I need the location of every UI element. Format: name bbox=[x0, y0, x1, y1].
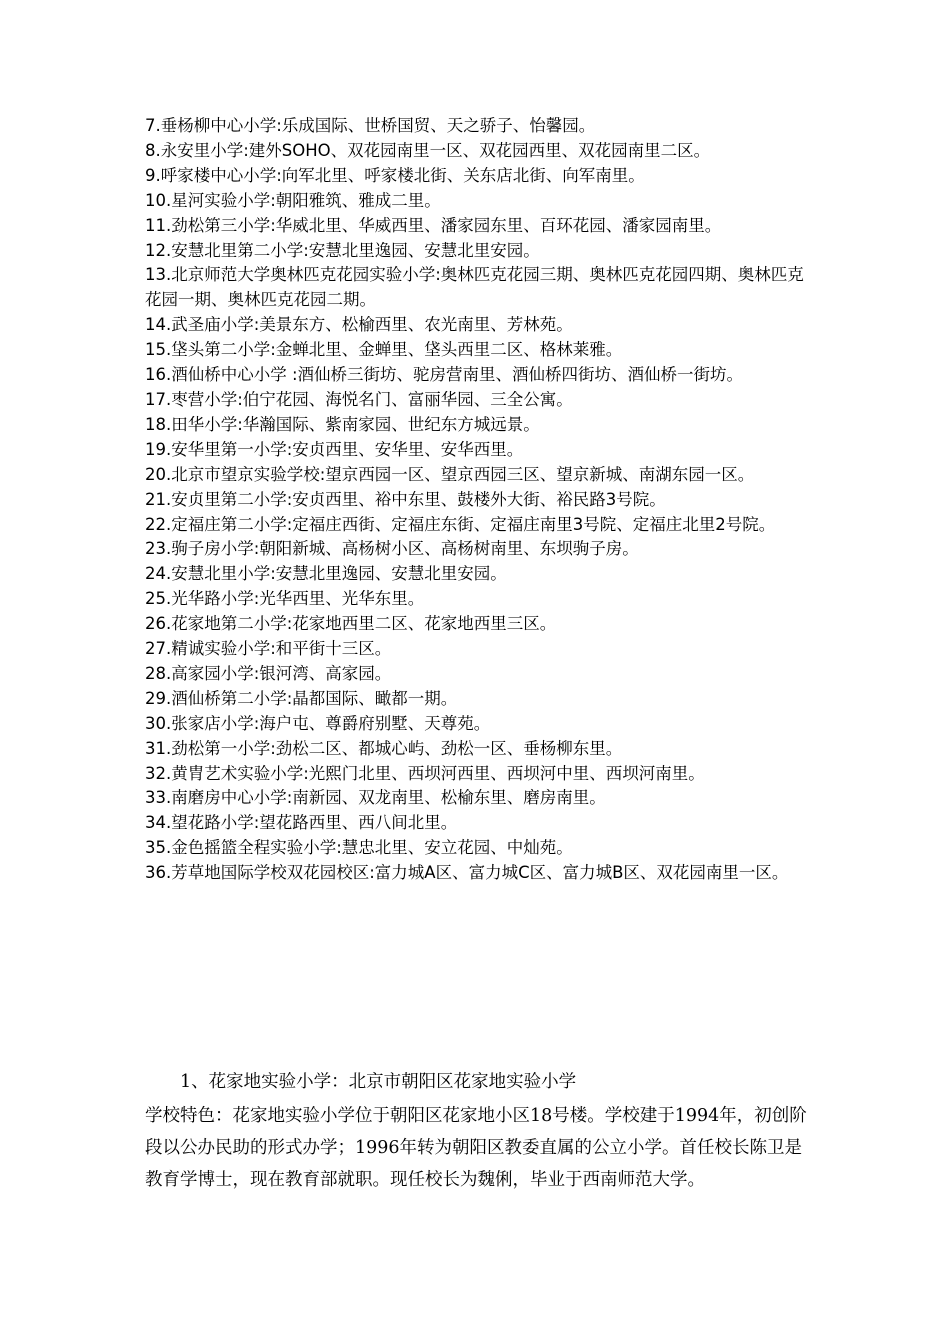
list-item: 28.高家园小学:银河湾、高家园。 bbox=[145, 663, 392, 683]
list-item: 7.垂杨柳中心小学:乐成国际、世桥国贸、天之骄子、怡馨园。 bbox=[145, 116, 596, 135]
list-item: 12.安慧北里第二小学:安慧北里逸园、安慧北里安园。 bbox=[145, 240, 540, 260]
list-item: 11.劲松第三小学:华威北里、华威西里、潘家园东里、百环花园、潘家园南里。 bbox=[145, 215, 722, 235]
list-item: 8.永安里小学:建外SOHO、双花园南里一区、双花园西里、双花园南里二区。 bbox=[145, 140, 711, 160]
list-item: 22.定福庄第二小学:定福庄西街、定福庄东街、定福庄南里3号院、定福庄北里2号院。 bbox=[145, 514, 776, 534]
list-item: 23.驹子房小学:朝阳新城、高杨树小区、高杨树南里、东坝驹子房。 bbox=[145, 539, 639, 559]
list-item: 16.酒仙桥中心小学 :酒仙桥三街坊、驼房营南里、酒仙桥四街坊、酒仙桥一街坊。 bbox=[145, 365, 744, 385]
list-item: 34.望花路小学:望花路西里、西八间北里。 bbox=[145, 813, 458, 833]
list-item: 10.星河实验小学:朝阳雅筑、雅成二里。 bbox=[145, 190, 441, 210]
school-intro-body: 学校特色：花家地实验小学位于朝阳区花家地小区18号楼。学校建于1994年，初创阶段以公办民助的形式办学；1996年转为朝阳区教委直属的公立小学。首任校长陈卫是教育学博士，现在教育部就职。现任校长为魏俐，毕业于西南师范大学。 bbox=[145, 1106, 807, 1190]
list-item: 27.精诚实验小学:和平街十三区。 bbox=[145, 639, 392, 659]
list-item: 26.花家地第二小学:花家地西里二区、花家地西里三区。 bbox=[145, 614, 557, 634]
list-item: 29.酒仙桥第二小学:晶都国际、瞰都一期。 bbox=[145, 688, 458, 708]
list-item: 35.金色摇篮全程实验小学:慧忠北里、安立花园、中灿苑。 bbox=[145, 838, 573, 858]
list-item: 9.呼家楼中心小学:向军北里、呼家楼北街、关东店北街、向军南里。 bbox=[145, 165, 645, 185]
list-item: 19.安华里第一小学:安贞西里、安华里、安华西里。 bbox=[145, 439, 524, 459]
list-item: 21.安贞里第二小学:安贞西里、裕中东里、鼓楼外大街、裕民路3号院。 bbox=[145, 489, 666, 509]
list-item: 33.南磨房中心小学:南新园、双龙南里、松榆东里、磨房南里。 bbox=[145, 788, 606, 808]
list-item: 14.武圣庙小学:美景东方、松榆西里、农光南里、芳林苑。 bbox=[145, 315, 573, 335]
list-item: 32.黄胄艺术实验小学:光熙门北里、西坝河西里、西坝河中里、西坝河南里。 bbox=[145, 763, 705, 783]
list-item: 25.光华路小学:光华西里、光华东里。 bbox=[145, 589, 425, 609]
list-item: 15.垡头第二小学:金蝉北里、金蝉里、垡头西里二区、格林莱雅。 bbox=[145, 340, 623, 360]
school-district-list bbox=[145, 114, 810, 886]
list-item: 18.田华小学:华瀚国际、紫南家园、世纪东方城远景。 bbox=[145, 414, 540, 434]
school-intro-section bbox=[145, 1066, 810, 1196]
list-item: 20.北京市望京实验学校:望京西园一区、望京西园三区、望京新城、南湖东园一区。 bbox=[145, 464, 755, 484]
list-item: 24.安慧北里小学:安慧北里逸园、安慧北里安园。 bbox=[145, 564, 507, 584]
list-item: 17.枣营小学:伯宁花园、海悦名门、富丽华园、三全公寓。 bbox=[145, 389, 573, 409]
list-item: 30.张家店小学:海户屯、尊爵府别墅、天尊苑。 bbox=[145, 713, 491, 733]
school-intro-heading: 1、花家地实验小学：北京市朝阳区花家地实验小学 bbox=[180, 1072, 577, 1092]
list-item: 31.劲松第一小学:劲松二区、都城心屿、劲松一区、垂杨柳东里。 bbox=[145, 738, 623, 758]
list-item: 36.芳草地国际学校双花园校区:富力城A区、富力城C区、富力城B区、双花园南里一区。 bbox=[145, 863, 789, 883]
list-item: 13.北京师范大学奥林匹克花园实验小学:奥林匹克花园三期、奥林匹克花园四期、奥林匹克花园一期、奥林匹克花园二期。 bbox=[145, 265, 804, 310]
